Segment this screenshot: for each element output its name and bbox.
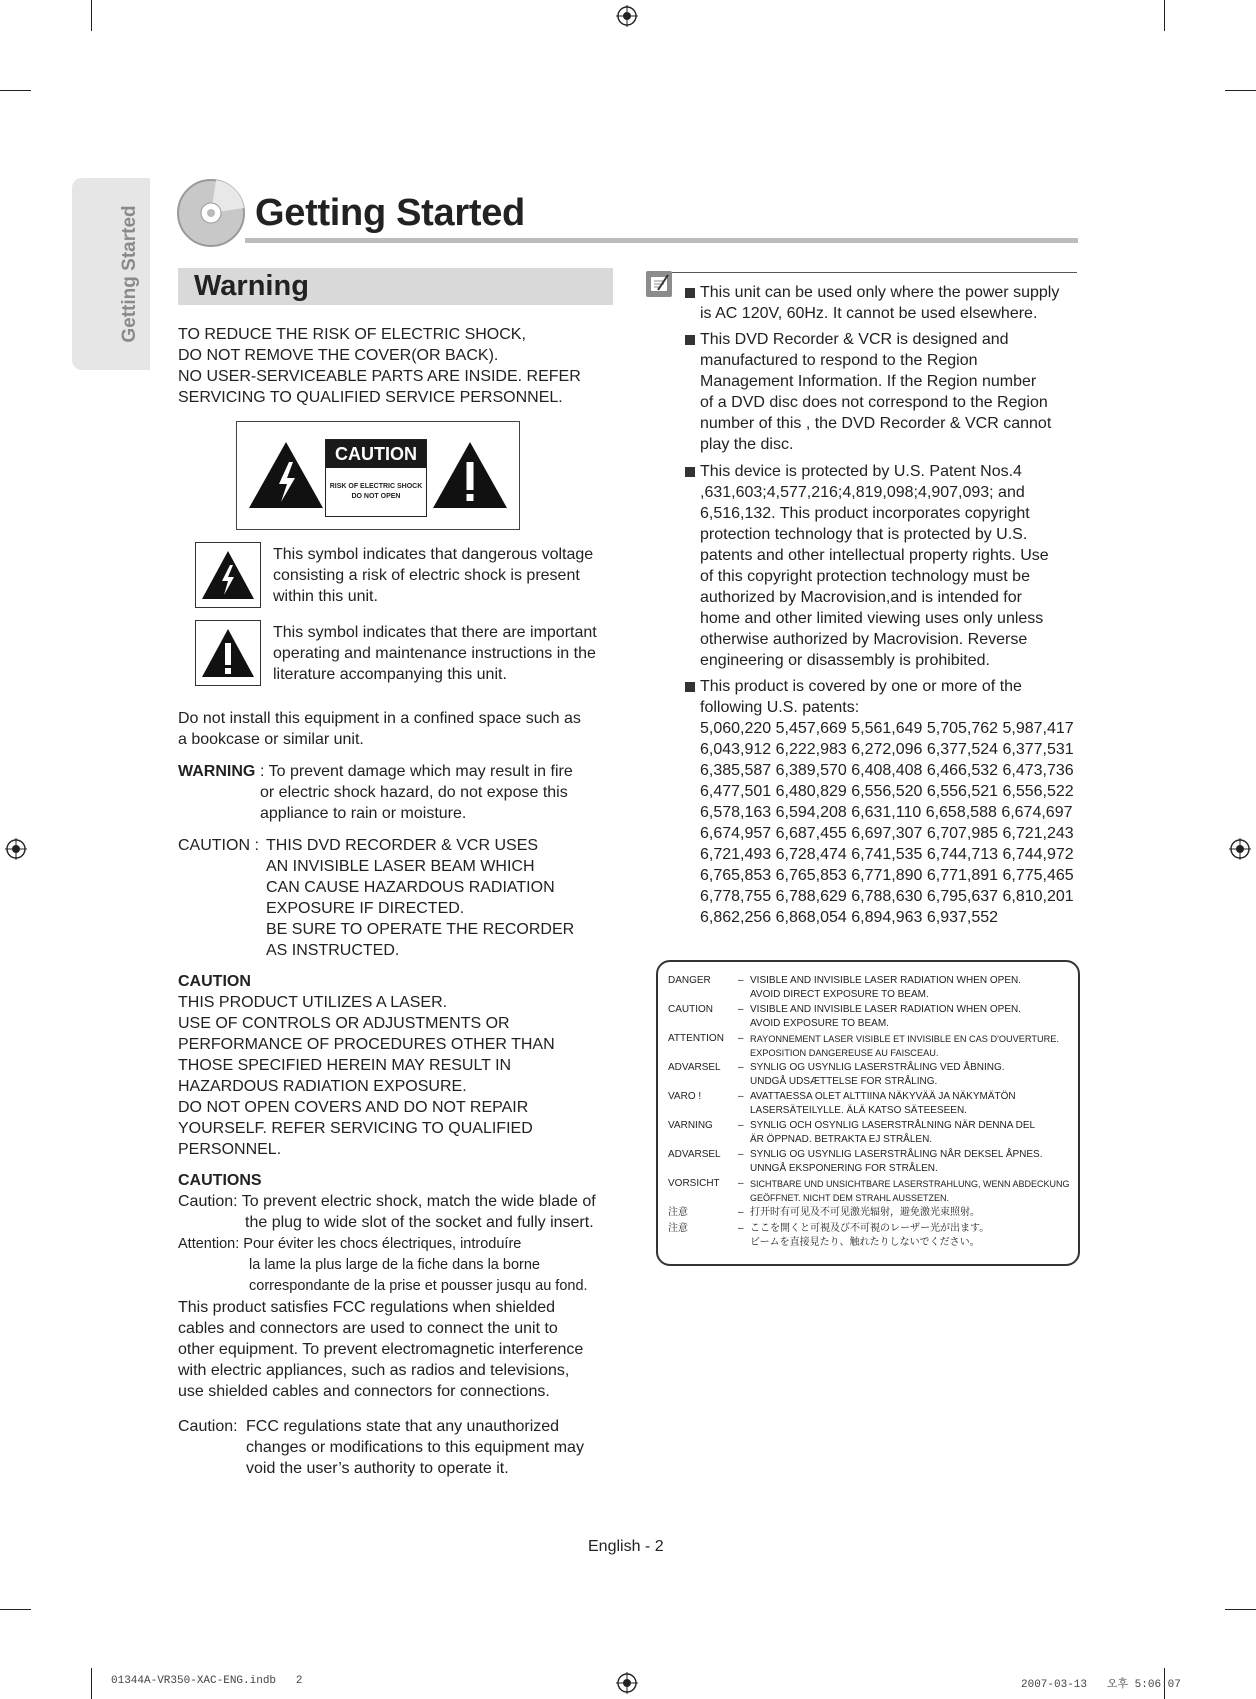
lightning-triangle-icon	[196, 543, 260, 607]
laser-row-text: SICHTBARE UND UNSICHTBARE LASERSTRAHLUNG, WENN ABDECKUNG GEÖFFNET. NICHT DEM STRAHL AUSSETZEN.	[750, 1179, 1070, 1203]
laser-row	[668, 1003, 1078, 1031]
laser-row	[668, 1206, 1078, 1220]
side-tab-label: Getting Started	[119, 205, 140, 343]
lightning-triangle-icon	[247, 440, 325, 510]
laser-row	[668, 1032, 1078, 1060]
note-power-supply: This unit can be used only where the power supply is AC 120V, 60Hz. It cannot be used elsewhere.	[700, 284, 1060, 322]
registration-mark-icon	[1229, 838, 1251, 860]
disc-icon	[176, 178, 246, 248]
warning-note-text: : To prevent damage which may result in fire or electric shock hazard, do not expose this appliance to rain or moisture.	[260, 763, 573, 822]
print-slug-file: 01344A-VR350-XAC-ENG.indb 2	[111, 1675, 303, 1687]
note-rule	[672, 272, 1077, 273]
registration-mark-icon	[616, 1672, 638, 1694]
caution-label-figure	[236, 421, 520, 530]
laser-row-dash: –	[738, 1033, 744, 1044]
laser-row-dash: –	[738, 1149, 744, 1160]
laser-row	[668, 1090, 1078, 1118]
laser-row	[668, 1119, 1078, 1147]
laser-warning-label	[656, 960, 1080, 1266]
laser-row-text: VISIBLE AND INVISIBLE LASER RADIATION WHEN OPEN. AVOID EXPOSURE TO BEAM.	[750, 1004, 1021, 1029]
laser-row-key: ADVARSEL	[668, 1149, 721, 1160]
laser-row-dash: –	[738, 1091, 744, 1102]
registration-mark-icon	[616, 5, 638, 27]
caution-label-box	[325, 439, 427, 517]
laser-row-dash: –	[738, 1223, 744, 1234]
lightning-symbol-frame	[195, 542, 261, 608]
laser-row-dash: –	[738, 1004, 744, 1015]
exclamation-symbol-frame	[195, 620, 261, 686]
laser-row	[668, 1148, 1078, 1176]
bullet-icon	[685, 335, 695, 345]
title-rule	[245, 238, 1078, 243]
note-macrovision: This device is protected by U.S. Patent Nos.4 ,631,603;4,577,216;4,819,098;4,907,093; and 6,516,132. This product incorporates copyright protection technology that is protected by U.S. patents and other intellectual property rights. Use of this copyright protection technology must be authorized by Macrovision,and is intended for home and other limited viewing uses only unless otherwise authorized by Macrovision. Reverse engineering or disassembly is prohibited.	[700, 463, 1049, 669]
symbol-text-voltage: This symbol indicates that dangerous voltage consisting a risk of electric shock is present within this unit.	[273, 546, 594, 605]
symbol-text-instructions: This symbol indicates that there are important operating and maintenance instructions in the literature accompanying this unit.	[273, 624, 597, 683]
pencil-note-icon	[646, 271, 672, 297]
laser-row-key: VARNING	[668, 1120, 713, 1131]
cautions-attention-line2: la lame la plus large de la fiche dans la borne	[249, 1257, 540, 1273]
bullet-icon	[685, 467, 695, 477]
warning-note-label: WARNING	[178, 763, 256, 780]
bullet-icon	[685, 288, 695, 298]
laser-row	[668, 1222, 1078, 1250]
fcc-statement: This product satisfies FCC regulations when shielded cables and connectors are used to connect the unit to other equipment. To prevent electromagnetic interference with electric appliances, such as radios and televisions, use shielded cables and connectors for connections.	[178, 1299, 584, 1400]
caution-text: THIS PRODUCT UTILIZES A LASER. USE OF CONTROLS OR ADJUSTMENTS OR PERFORMANCE OF PROCEDURES OTHER THAN THOSE SPECIFIED HEREIN MAY RESULT IN HAZARDOUS RADIATION EXPOSURE. DO NOT OPEN COVERS AND DO NOT REPAIR YOURSELF. REFER SERVICING TO QUALIFIED PERSONNEL.	[178, 994, 555, 1158]
laser-row-text: AVATTAESSA OLET ALTTIINA NÄKYVÄÄ JA NÄKYMÄTÖN LASERSÄTEILYLLE. ÄLÄ KATSO SÄTEESEEN.	[750, 1091, 1016, 1116]
bullet-icon	[685, 682, 695, 692]
cautions-attention-line1: Attention: Pour éviter les chocs électriques, introduíre	[178, 1236, 522, 1252]
reduce-risk-text: TO REDUCE THE RISK OF ELECTRIC SHOCK, DO NOT REMOVE THE COVER(OR BACK). NO USER-SERVICEABLE PARTS ARE INSIDE. REFER SERVICING TO QUALIFIED SERVICE PERSONNEL.	[178, 326, 581, 406]
install-note: Do not install this equipment in a confined space such as a bookcase or similar unit.	[178, 710, 581, 748]
cautions-caution-line1: Caution: To prevent electric shock, match the wide blade of	[178, 1193, 596, 1210]
warning-heading-box	[178, 268, 613, 305]
laser-row-text: RAYONNEMENT LASER VISIBLE ET INVISIBLE EN CAS D'OUVERTURE. EXPOSITION DANGEREUSE AU FAISCEAU.	[750, 1034, 1059, 1058]
cautions-caution-line2: the plug to wide slot of the socket and fully insert.	[245, 1214, 594, 1231]
laser-row-text: 打开时有可见及不可见激光辐射，避免激光束照射。	[750, 1207, 980, 1218]
caution-laser-text: THIS DVD RECORDER & VCR USES AN INVISIBLE LASER BEAM WHICH CAN CAUSE HAZARDOUS RADIATION EXPOSURE IF DIRECTED. BE SURE TO OPERATE THE RECORDER AS INSTRUCTED.	[266, 837, 575, 959]
exclamation-triangle-icon	[431, 440, 509, 510]
caution-label-subtitle: RISK OF ELECTRIC SHOCK DO NOT OPEN	[329, 483, 423, 500]
laser-row-text: ここを開くと可視及び不可視のレーザー光が出ます。 ビームを直接見たり、触れたりしないでください。	[750, 1223, 990, 1248]
laser-row	[668, 974, 1078, 1002]
page-number: English - 2	[588, 1538, 664, 1555]
laser-row-text: SYNLIG OCH OSYNLIG LASERSTRÅLNING NÄR DENNA DEL ÄR ÖPPNAD. BETRAKTA EJ STRÅLEN.	[750, 1120, 1036, 1145]
print-slug-date: 2007-03-13 오후 5:06:07	[1021, 1679, 1181, 1691]
laser-row-key: CAUTION	[668, 1004, 713, 1015]
page-title: Getting Started	[255, 192, 525, 234]
laser-row-key: ATTENTION	[668, 1033, 724, 1044]
laser-row-dash: –	[738, 1178, 744, 1189]
cautions-heading: CAUTIONS	[178, 1172, 262, 1189]
caution-label-title: CAUTION	[326, 440, 426, 468]
warning-heading: Warning	[194, 270, 309, 302]
laser-row	[668, 1061, 1078, 1089]
cautions-attention-line3: correspondante de la prise et pousser jusqu au fond.	[249, 1278, 588, 1294]
laser-row-key: VORSICHT	[668, 1178, 720, 1189]
laser-row-key: VARO !	[668, 1091, 702, 1102]
laser-row-text: SYNLIG OG USYNLIG LASERSTRÅLING NÅR DEKSEL ÅPNES. UNNGÅ EKSPONERING FOR STRÅLEN.	[750, 1149, 1043, 1174]
caution-heading: CAUTION	[178, 973, 251, 990]
laser-row	[668, 1177, 1078, 1205]
laser-row-dash: –	[738, 1207, 744, 1218]
caution-laser-label: CAUTION :	[178, 837, 264, 854]
fcc-caution-label: Caution:	[178, 1418, 243, 1435]
registration-mark-icon	[5, 838, 27, 860]
laser-row-text: VISIBLE AND INVISIBLE LASER RADIATION WHEN OPEN. AVOID DIRECT EXPOSURE TO BEAM.	[750, 975, 1021, 1000]
note-patents: This product is covered by one or more of the following U.S. patents: 5,060,220 5,457,669 5,561,649 5,705,762 5,987,417 6,043,912 6,222,983 6,272,096 6,377,524 6,377,531 6,385,587 6,389,570 6,408,408 6,466,532 6,473,736 6,477,501 6,480,829 6,556,520 6,556,521 6,556,522 6,578,163 6,594,208 6,631,110 6,658,588 6,674,697 6,674,957 6,687,455 6,697,307 6,707,985 6,721,243 6,721,493 6,728,474 6,741,535 6,744,713 6,744,972 6,765,853 6,765,853 6,771,890 6,771,891 6,775,465 6,778,755 6,788,629 6,788,630 6,795,637 6,810,201 6,862,256 6,868,054 6,894,963 6,937,552	[700, 678, 1074, 926]
laser-row-dash: –	[738, 975, 744, 986]
laser-row-key: 注意	[668, 1207, 688, 1218]
laser-row-text: SYNLIG OG USYNLIG LASERSTRÅLING VED ÅBNING. UNDGÅ UDSÆTTELSE FOR STRÅLING.	[750, 1062, 1005, 1087]
laser-row-dash: –	[738, 1062, 744, 1073]
note-region: This DVD Recorder & VCR is designed and manufactured to respond to the Region Management Information. If the Region number of a DVD disc does not correspond to the Region number of this , the DVD Recorder & VCR cannot play the disc.	[700, 331, 1052, 453]
fcc-caution-text: FCC regulations state that any unauthorized changes or modifications to this equipment may void the user’s authority to operate it.	[246, 1418, 584, 1477]
note-icon-frame	[646, 271, 672, 297]
laser-row-dash: –	[738, 1120, 744, 1131]
exclamation-triangle-icon	[196, 621, 260, 685]
laser-row-key: ADVARSEL	[668, 1062, 721, 1073]
laser-row-key: 注意	[668, 1223, 688, 1234]
laser-row-key: DANGER	[668, 975, 711, 986]
